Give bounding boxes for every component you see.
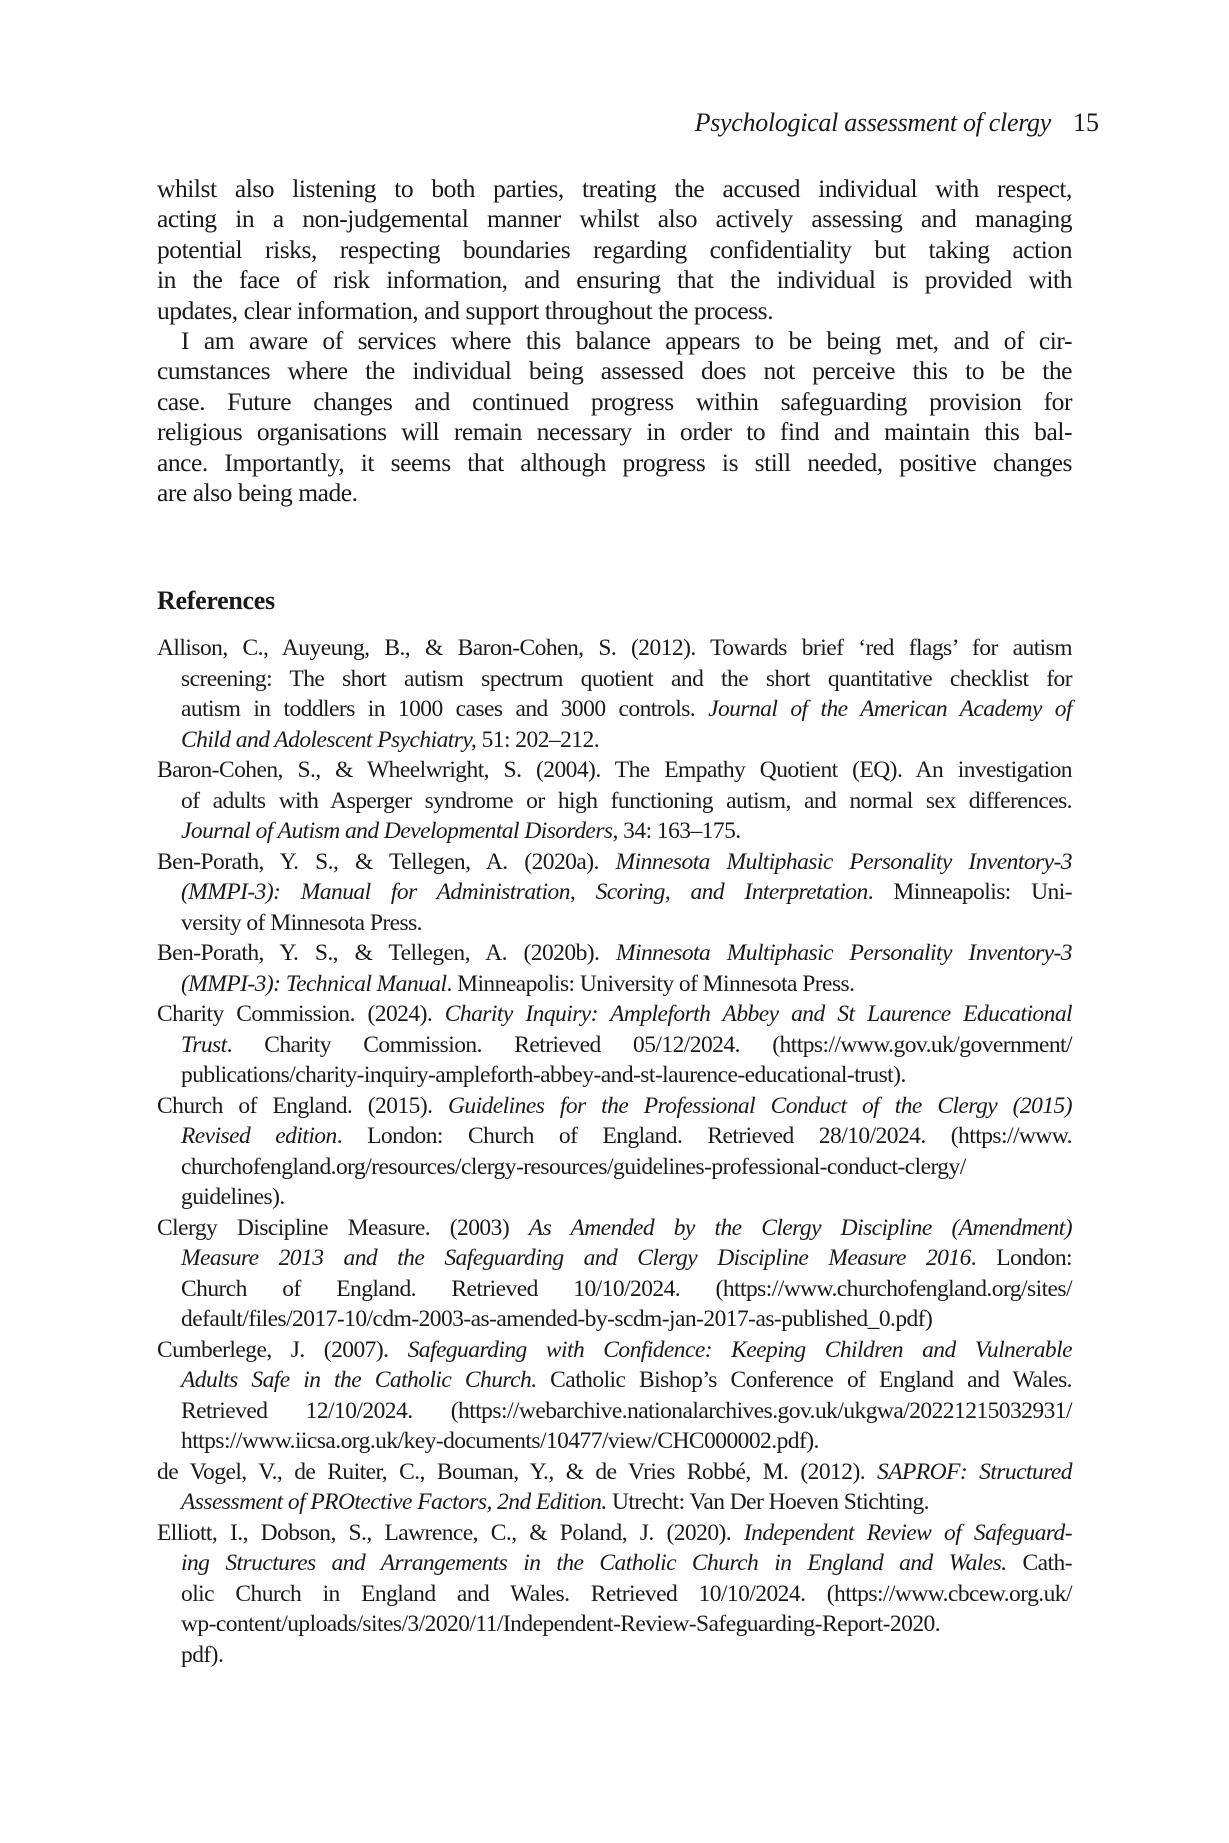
reference-line	[157, 694, 1072, 725]
reference-line	[157, 1487, 1072, 1518]
reference-italic-text: Minnesota Multiphasic Personality Inventory-3	[615, 848, 1072, 875]
reference-italic-text: Minnesota Multiphasic Personality Inventory-3	[615, 940, 1072, 966]
reference-text: . Minneapolis: University of Minnesota Press.	[446, 970, 855, 997]
reference-italic-text: ing Structures and Arrangements in the Catholic Church in England and Wales.	[181, 1550, 1007, 1576]
reference-line	[157, 1121, 1072, 1152]
reference-italic-text: SAPROF: Structured	[877, 1458, 1072, 1485]
reference-text: , 34: 163–175.	[612, 818, 741, 844]
reference-line	[157, 1030, 1072, 1061]
reference-text: 51: 202–212.	[476, 726, 600, 753]
reference-line	[157, 1548, 1072, 1579]
running-head	[695, 108, 1099, 138]
reference-line	[157, 999, 1072, 1030]
reference-line	[157, 1579, 1072, 1610]
reference-italic-text: Safeguarding with Confidence: Keeping Children and Vulnerable	[407, 1336, 1072, 1363]
reference-italic-text: Child and Adolescent Psychiatry,	[181, 726, 477, 753]
reference-italic-text: Journal of Autism and Developmental Disorders	[181, 818, 613, 844]
reference-line	[157, 1365, 1072, 1396]
reference-text: . London:	[970, 1245, 1073, 1271]
reference-text: Charity Commission. (2024).	[157, 1001, 445, 1027]
reference-text: pdf).	[181, 1641, 224, 1668]
reference-text: olic Church in England and Wales. Retrieved 10/10/2024. (https://www.cbcew.org.uk/	[181, 1580, 1072, 1607]
body-paragraphs	[157, 174, 1072, 508]
reference-italic-text: As Amended by the Clergy Discipline (Amendment)	[528, 1214, 1072, 1241]
reference-line	[157, 908, 1072, 939]
reference-text: publications/charity-inquiry-ampleforth-abbey-and-st-laurence-educational-trust).	[181, 1062, 906, 1088]
reference-text: screening: The short autism spectrum quotient and the short quantitative checklist for	[181, 665, 1072, 692]
reference-line	[157, 1182, 1072, 1213]
reference-line	[157, 786, 1072, 817]
reference-line	[157, 847, 1072, 878]
reference-line	[157, 1426, 1072, 1457]
body-line: are also being made.	[157, 477, 358, 507]
body-line: case. Future changes and continued progress within safeguarding provision for	[157, 386, 1072, 416]
reference-line	[157, 725, 1072, 756]
reference-italic-text: Guidelines for the Professional Conduct of the Clergy (2015)	[448, 1092, 1072, 1119]
references-heading: References	[157, 586, 275, 615]
reference-italic-text: Adults Safe in the Catholic Church.	[181, 1367, 537, 1393]
reference-line	[157, 1213, 1072, 1244]
reference-text: wp-content/uploads/sites/3/2020/11/Independent-Review-Safeguarding-Report-2020.	[181, 1611, 941, 1637]
reference-line	[157, 1396, 1072, 1427]
reference-line	[157, 1152, 1072, 1183]
body-line: religious organisations will remain necessary in order to find and maintain this bal-	[157, 417, 1072, 447]
reference-line	[157, 877, 1072, 908]
reference-text: . Minneapolis: Uni-	[867, 879, 1072, 905]
body-line: cumstances where the individual being assessed does not perceive this to be the	[157, 356, 1072, 386]
reference-line	[157, 969, 1072, 1000]
reference-text: Utrecht: Van Der Hoeven Stichting.	[606, 1489, 929, 1515]
reference-line	[157, 1457, 1072, 1488]
reference-line	[157, 1609, 1072, 1640]
body-line: updates, clear information, and support throughout the process.	[157, 295, 774, 325]
reference-text: Cumberlege, J. (2007).	[157, 1336, 408, 1363]
reference-italic-text: Trust	[181, 1031, 227, 1058]
reference-text: Elliott, I., Dobson, S., Lawrence, C., & Poland, J. (2020).	[157, 1519, 744, 1546]
reference-text: Ben-Porath, Y. S., & Tellegen, A. (2020a).	[157, 848, 616, 875]
reference-line	[157, 1091, 1072, 1122]
reference-italic-text: (MMPI-3): Technical Manual	[181, 970, 447, 997]
reference-line	[157, 1274, 1072, 1305]
reference-line	[157, 938, 1072, 969]
reference-text: autism in toddlers in 1000 cases and 3000 controls.	[181, 696, 709, 722]
reference-text: Church of England. Retrieved 10/10/2024. (https://www.churchofengland.org/sites/	[181, 1275, 1072, 1302]
body-line: in the face of risk information, and ensuring that the individual is provided with	[157, 265, 1072, 295]
reference-line	[157, 1335, 1072, 1366]
body-line: I am aware of services where this balance appears to be being met, and of cir-	[181, 325, 1072, 355]
body-line: whilst also listening to both parties, treating the accused individual with respect,	[157, 174, 1072, 203]
reference-line	[157, 1640, 1072, 1671]
reference-italic-text: Assessment of PROtective Factors, 2nd Edition.	[181, 1489, 607, 1515]
reference-line	[157, 1304, 1072, 1335]
body-line: ance. Importantly, it seems that although progress is still needed, positive changes	[157, 447, 1072, 477]
reference-text: . Charity Commission. Retrieved 05/12/2024. (https://www.gov.uk/government/	[226, 1031, 1072, 1058]
reference-italic-text: (MMPI-3): Manual for Administration, Scoring, and Interpretation	[181, 879, 868, 905]
running-head-title: Psychological assessment of clergy	[694, 108, 1051, 137]
reference-text: churchofengland.org/resources/clergy-resources/guidelines-professional-conduct-clergy/	[181, 1153, 966, 1180]
reference-text: https://www.iicsa.org.uk/key-documents/10477/view/CHC000002.pdf).	[181, 1428, 819, 1454]
reference-text: Catholic Bishop’s Conference of England and Wales.	[536, 1367, 1073, 1393]
reference-text: Cath-	[1006, 1550, 1072, 1576]
reference-italic-text: Revised edition	[181, 1123, 337, 1149]
reference-line	[157, 664, 1072, 695]
reference-text: versity of Minnesota Press.	[181, 909, 423, 936]
reference-text: default/files/2017-10/cdm-2003-as-amended-by-scdm-jan-2017-as-published_0.pdf)	[181, 1306, 933, 1332]
page-number: 15	[1073, 108, 1099, 137]
reference-italic-text: Journal of the American Academy of	[708, 696, 1072, 722]
reference-line	[157, 755, 1072, 786]
reference-italic-text: Independent Review of Safeguard-	[743, 1519, 1072, 1546]
reference-text: Ben-Porath, Y. S., & Tellegen, A. (2020b).	[157, 940, 616, 966]
reference-text: Baron-Cohen, S., & Wheelwright, S. (2004). The Empathy Quotient (EQ). An investigation	[157, 757, 1072, 783]
references-list	[157, 633, 1072, 1670]
reference-italic-text: Measure 2013 and the Safeguarding and Clergy Discipline Measure 2016	[181, 1245, 971, 1271]
reference-text: de Vogel, V., de Ruiter, C., Bouman, Y., & de Vries Robbé, M. (2012).	[157, 1458, 878, 1485]
body-line: acting in a non-judgemental manner whilst also actively assessing and managing	[157, 204, 1072, 234]
reference-text: Retrieved 12/10/2024. (https://webarchive.nationalarchives.gov.uk/ukgwa/20221215032931/	[181, 1397, 1072, 1424]
reference-text: Church of England. (2015).	[157, 1092, 448, 1119]
reference-text: Clergy Discipline Measure. (2003)	[157, 1214, 529, 1241]
reference-line	[157, 816, 1072, 847]
reference-line	[157, 1060, 1072, 1091]
reference-line	[157, 1518, 1072, 1549]
body-line: potential risks, respecting boundaries regarding confidentiality but taking action	[157, 234, 1072, 264]
reference-text: of adults with Asperger syndrome or high functioning autism, and normal sex differences.	[181, 787, 1072, 814]
reference-line	[157, 633, 1072, 664]
reference-text: Allison, C., Auyeung, B., & Baron-Cohen, S. (2012). Towards brief ‘red flags’ for autism	[157, 635, 1072, 661]
reference-italic-text: Charity Inquiry: Ampleforth Abbey and St Laurence Educational	[444, 1001, 1072, 1027]
reference-text: guidelines).	[181, 1184, 285, 1210]
reference-line	[157, 1243, 1072, 1274]
reference-text: . London: Church of England. Retrieved 28/10/2024. (https://www.	[336, 1123, 1072, 1149]
